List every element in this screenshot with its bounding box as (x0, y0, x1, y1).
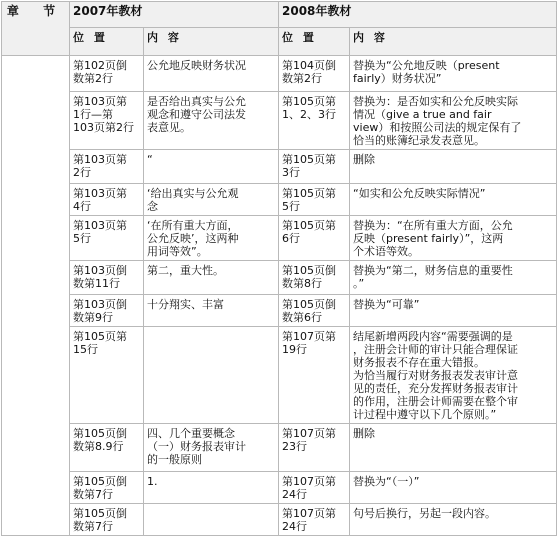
position-2008: 第105页第 3行 (279, 150, 350, 184)
content-2008: 删除 (350, 150, 557, 184)
position-2008: 第105页第 1、2、3行 (279, 92, 350, 150)
header-2008: 2008年教材 (279, 2, 557, 28)
content-2007: 十分翔实、丰富 (144, 295, 279, 327)
content-2008: 替换为“公允地反映（present fairly）财务状况” (350, 56, 557, 92)
position-2007: 第103页倒 数第11行 (70, 261, 144, 295)
table-row (2, 184, 557, 216)
position-2008: 第105页倒 数第8行 (279, 261, 350, 295)
table-row (2, 150, 557, 184)
table-row (2, 216, 557, 261)
content-header-2007: 内 容 (144, 28, 279, 56)
table-row (2, 92, 557, 150)
table-row (2, 295, 557, 327)
table-row (2, 327, 557, 424)
position-2007: 第102页倒 数第2行 (70, 56, 144, 92)
table-row (2, 424, 557, 472)
content-header-2008: 内 容 (350, 28, 557, 56)
position-2007: 第103页第 4行 (70, 184, 144, 216)
position-2007: 第103页第 1行—第 103页第2行 (70, 92, 144, 150)
position-2007: 第105页倒 数第8.9行 (70, 424, 144, 472)
content-2007: 是否给出真实与公允 观念和遵守公司法发 表意见。 (144, 92, 279, 150)
table-row (2, 504, 557, 536)
position-2007: 第105页倒 数第7行 (70, 472, 144, 504)
chapter-cell (2, 56, 70, 536)
position-header-2007: 位 置 (70, 28, 144, 56)
position-2008: 第104页倒 数第2行 (279, 56, 350, 92)
position-2007: 第103页第 5行 (70, 216, 144, 261)
table-row (2, 472, 557, 504)
position-2007: 第103页第 2行 (70, 150, 144, 184)
content-2008: 替换为：是否如实和公允反映实际 情况（give a true and fair view）和按照公司法的规定保有了 恰当的账簿纪录发表意见。 (350, 92, 557, 150)
content-2007: 四、几个重要概念 （一）财务报表审计 的一般原则 (144, 424, 279, 472)
content-2007 (144, 504, 279, 536)
position-2007: 第105页第 15行 (70, 327, 144, 424)
position-2008: 第107页第 23行 (279, 424, 350, 472)
content-2008: 替换为：“在所有重大方面，公允 反映（present fairly）”，这两 个术语等效。 (350, 216, 557, 261)
content-2007: 第二，重大性。 (144, 261, 279, 295)
content-2008: 替换为“（一）” (350, 472, 557, 504)
content-2007: ‘给出真实与公允观 念 (144, 184, 279, 216)
position-2008: 第105页第 6行 (279, 216, 350, 261)
position-2007: 第105页倒 数第7行 (70, 504, 144, 536)
content-2008: 替换为“第二，财务信息的重要性 。” (350, 261, 557, 295)
header-2007: 2007年教材 (70, 2, 279, 28)
header-row (2, 2, 557, 28)
content-2007 (144, 327, 279, 424)
content-2008: 结尾新增两段内容“需要强调的是 ，注册会计师的审计只能合理保证 财务报表不存在重大错报。 为恰当履行对财务报表发表审计意 见的责任，充分发挥财务报表审计 的作用，注册会计师需要在整个审 计过程中遵守以下几个原则。” (350, 327, 557, 424)
content-2008: 删除 (350, 424, 557, 472)
subheader-row (2, 28, 557, 56)
position-2007: 第103页倒 数第9行 (70, 295, 144, 327)
content-2008: 句号后换行，另起一段内容。 (350, 504, 557, 536)
content-2008: “如实和公允反映实际情况” (350, 184, 557, 216)
table-row (2, 56, 557, 92)
chapter-header: 章 节 (2, 2, 70, 56)
content-2007: 1. (144, 472, 279, 504)
position-2008: 第105页第 5行 (279, 184, 350, 216)
table-row (2, 261, 557, 295)
comparison-table (1, 1, 557, 536)
content-2007: 公允地反映财务状况 (144, 56, 279, 92)
content-2008: 替换为“可靠” (350, 295, 557, 327)
position-2008: 第107页第 24行 (279, 472, 350, 504)
content-2007: ‘在所有重大方面， 公允反映’，这两种 用词等效”。 (144, 216, 279, 261)
position-header-2008: 位 置 (279, 28, 350, 56)
position-2008: 第107页第 24行 (279, 504, 350, 536)
position-2008: 第105页倒 数第6行 (279, 295, 350, 327)
content-2007: “ (144, 150, 279, 184)
position-2008: 第107页第 19行 (279, 327, 350, 424)
